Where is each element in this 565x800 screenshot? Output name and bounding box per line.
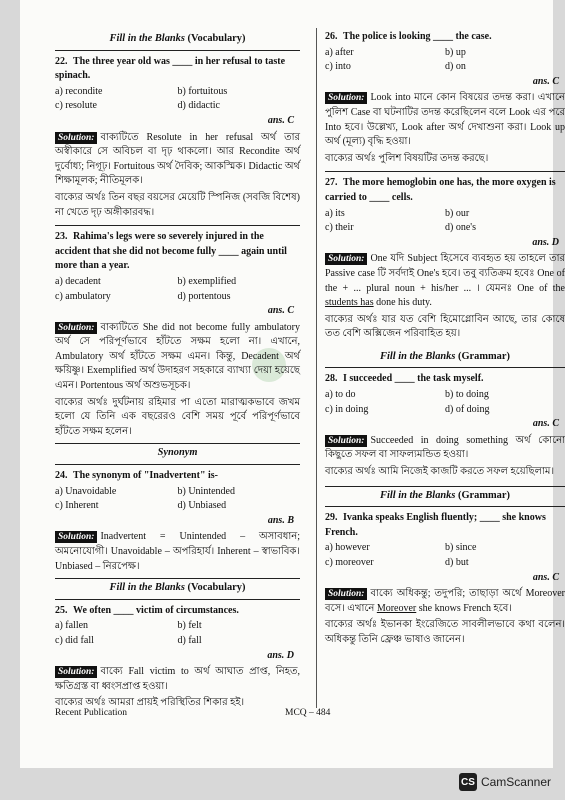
option-a: a) to do (325, 389, 356, 401)
right-column (325, 30, 565, 648)
solution-label: Solution: (325, 253, 367, 265)
section-title: Fill in the Blanks (109, 33, 185, 44)
question-number: 23. (55, 231, 68, 243)
option-d-row (178, 499, 301, 528)
answer: ans. C (532, 418, 559, 430)
page-number: MCQ – 484 (285, 708, 331, 718)
option-d-row (178, 290, 301, 319)
answer: ans. C (532, 571, 559, 583)
solution-label: Solution: (55, 531, 97, 543)
option-a: a) Unavoidable (55, 485, 117, 497)
left-column (55, 30, 300, 711)
option-b: b) our (445, 207, 470, 219)
option-d-row (445, 556, 565, 585)
option-c: c) into (325, 61, 351, 73)
section-suffix: (Vocabulary) (184, 33, 246, 44)
question-text: Rahima's legs were so severely injured in the accident that she did not become fully ____ again until more than a year. (55, 231, 287, 272)
option-d: d) one's (445, 222, 476, 234)
answer: ans. C (267, 114, 294, 126)
underlined-text: students has (325, 297, 374, 309)
section-suffix: (Grammar) (455, 489, 510, 501)
option-b: b) felt (177, 620, 202, 632)
question-number: 27. (325, 177, 338, 189)
option-c: c) their (325, 222, 354, 234)
underlined-text: Moreover (376, 602, 417, 614)
option-c: c) in doing (325, 403, 369, 415)
option-a: a) after (325, 46, 354, 58)
solution-text: বাক্যে অধিকন্তু; তদুপরি; তাছাড়া অর্থে Moreover বসে। এখানে (325, 588, 565, 614)
answer: ans. C (532, 75, 559, 87)
question-text: We often ____ victim of circumstances. (73, 604, 239, 616)
divider-rule (325, 171, 565, 172)
question-number: 24. (55, 470, 68, 482)
solution-label: Solution: (55, 322, 97, 334)
answer: ans. D (532, 236, 559, 248)
option-c: c) resolute (55, 100, 97, 112)
section-suffix: (Grammar) (455, 350, 510, 362)
camscanner-brand: CamScanner (480, 775, 551, 789)
column-divider (316, 28, 317, 708)
question-number: 29. (325, 512, 338, 524)
question-number: 25. (55, 604, 68, 616)
sentence-meaning: বাক্যের অর্থঃ যার যত বেশি হিমোগ্লোবিন আছে, তার কোষে তত বেশি অক্সিজেন পরিবাহিত হয়। (325, 313, 565, 340)
solution-text: বাক্যটিতে Resolute in her refusal অর্থ তার অস্বীকারে সে অবিচল বা দৃঢ় থাকলো। আর Recondite অর্থ দুর্বোধ্য; নিগূঢ়। Fortuitous অর্থ দৈবিক; আকস্মিক। Didactic অর্থ শিক্ষামূলক; নীতিমূলক। (55, 131, 300, 187)
option-a: a) decadent (55, 275, 101, 287)
question-number: 28. (325, 373, 338, 385)
solution-label: Solution: (325, 435, 367, 447)
section-title: Fill in the Blanks (380, 489, 456, 501)
solution-text: বাক্যে Fall victim to অর্থ আঘাত প্রাপ্ত, নিহত, ক্ষতিগ্রস্ত বা ধ্বংসপ্রাপ্ত হওয়া। (55, 666, 300, 692)
solution-text: Look into মানে কোন বিষয়ের তদন্ত করা। এখানে পুলিশ Case বা ঘটনাটির তদন্ত করেছিলেন বলে Look এর পরে Into হবে। উল্লেখ্য, Look after অর্থ দেখাশুনা করা। Look up অর্থ (মূল্য) বৃদ্ধি হওয়া। (325, 92, 565, 148)
sentence-meaning: বাক্যের অর্থঃ ইভানকা ইংরেজিতে সাবলীলভাবে কথা বলেন। অধিকন্তু তিনি ফ্রেঞ্চ ভাষাও জানেন। (325, 619, 565, 645)
solution-text-end: done his duty. (373, 297, 432, 309)
question-text: I succeeded ____ the task myself. (343, 373, 484, 385)
option-d: d) Unbiased (177, 500, 227, 512)
option-b: b) Unintended (177, 485, 235, 497)
option-a: a) fallen (55, 620, 89, 632)
camscanner-logo-icon: CS (459, 773, 477, 791)
question-26 (325, 30, 565, 166)
option-d-row (445, 60, 565, 89)
option-b: b) up (445, 46, 466, 58)
solution-text-end: she knows French হবে। (416, 602, 512, 614)
question-text: The synonym of "Inadvertent" is- (73, 470, 218, 482)
sentence-meaning: বাক্যের অর্থঃ আমরা প্রায়ই পরিস্থিতির শিকার হই। (55, 697, 245, 709)
publisher-name: Recent Publication (55, 708, 128, 718)
divider-rule (55, 225, 300, 226)
option-d: d) didactic (177, 100, 220, 112)
section-title: Fill in the Blanks (109, 582, 185, 594)
section-heading (325, 348, 565, 369)
answer: ans. C (267, 305, 294, 317)
option-d: d) portentous (177, 290, 231, 302)
section-heading (55, 30, 300, 51)
section-heading (325, 486, 565, 508)
question-number: 26. (325, 31, 338, 42)
option-d-row (178, 634, 301, 663)
question-text: The three year old was ____ in her refusal to taste spinach. (55, 55, 286, 82)
option-a: a) its (325, 207, 345, 219)
question-28 (325, 372, 565, 479)
question-text: Ivanka speaks English fluently; ____ she knows French. (325, 512, 546, 538)
question-23 (55, 230, 300, 439)
option-b: b) since (445, 542, 477, 554)
question-24 (55, 469, 300, 574)
section-suffix: (Vocabulary) (184, 582, 246, 594)
solution-label: Solution: (325, 588, 367, 600)
option-d: d) of doing (445, 403, 490, 415)
question-25 (55, 604, 300, 711)
option-c: c) did fall (55, 634, 94, 646)
camscanner-watermark (459, 773, 551, 791)
question-22 (55, 55, 300, 221)
option-d-row (445, 403, 565, 432)
option-c: c) ambulatory (55, 290, 111, 302)
sentence-meaning: বাক্যের অর্থঃ পুলিশ বিষয়টির তদন্ত করছে। (325, 152, 489, 164)
sentence-meaning: বাক্যের অর্থঃ দুর্ঘটনায় রহিমার পা এতো মারাত্মকভাবে জখম হলো যে তিনি এক বছরেরও বেশি সময় পূর্বে পরিপূর্ণভাবে হাঁটতে সক্ষম হলেন। (55, 396, 300, 437)
answer: ans. D (267, 649, 294, 661)
option-d: d) but (445, 557, 469, 568)
option-d: d) on (445, 61, 466, 73)
solution-label: Solution: (55, 132, 97, 144)
solution-text: One যদি Subject হিসেবে ব্যবহৃত হয় তাহলে তার Passive case টি সর্বদাই One's হবে। তবু ব্যতিক্রম হবেঃ One of the + ... plural noun + his/her ... । যেমনঃ One of the (325, 253, 565, 294)
question-29 (325, 511, 565, 647)
option-d-row (178, 99, 301, 128)
solution-text: Inadvertent = Unintended – অসাবধান; অমনোযোগী। Unavoidable – অপরিহার্য। Inherent – স্বাভাবিক। Unbiased – নিরপেক্ষ। (55, 531, 300, 572)
sentence-meaning: বাক্যের অর্থঃ আমি নিজেই কাজটি করতে সফল হয়েছিলাম। (325, 466, 555, 478)
question-number: 22. (55, 55, 68, 67)
option-c: c) Inherent (55, 500, 99, 512)
section-heading (55, 443, 300, 465)
option-d: d) fall (177, 634, 202, 646)
answer: ans. B (267, 514, 294, 526)
question-text: The more hemoglobin one has, the more oxygen is carried to ____ cells. (325, 177, 556, 203)
option-a: a) recondite (55, 85, 103, 97)
solution-label: Solution: (325, 92, 367, 104)
section-title: Synonym (157, 447, 198, 459)
question-27 (325, 176, 565, 342)
option-a: a) however (325, 542, 370, 554)
option-b: b) to doing (445, 389, 489, 401)
sentence-meaning: বাক্যের অর্থঃ তিন বছর বয়সের মেয়েটি স্পিনিজ (সবজি বিশেষ) না খেতে দৃঢ় অঙ্গীকারবদ্ধ। (55, 191, 300, 218)
section-title: Fill in the Blanks (380, 350, 456, 362)
option-d-row (445, 221, 565, 250)
solution-text: বাক্যটিতে She did not become fully ambulatory অর্থ সে পরিপূর্ণভাবে হাঁটতে সক্ষম হলো না। এখানে, Ambulatory অর্থ হাঁটতে সক্ষম এমন। কিন্তু, Decadent অর্থ ক্ষয়িষ্ণু। Exemplified অর্থ উদাহরণ সহকারে ব্যাখ্যা দেয়া হয়েছে এমন। Portentous অর্থ অশুভসূচক। (55, 321, 300, 392)
solution-label: Solution: (55, 666, 97, 678)
option-c: c) moreover (325, 557, 374, 568)
option-b: b) fortuitous (177, 85, 228, 97)
option-b: b) exemplified (177, 275, 237, 287)
document-page (20, 0, 565, 768)
solution-text: Succeeded in doing something অর্থ কোনো কিছুতে সফল বা সাফল্যমন্ডিত হওয়া। (325, 434, 565, 461)
question-text: The police is looking ____ the case. (343, 31, 492, 42)
section-heading (55, 578, 300, 600)
